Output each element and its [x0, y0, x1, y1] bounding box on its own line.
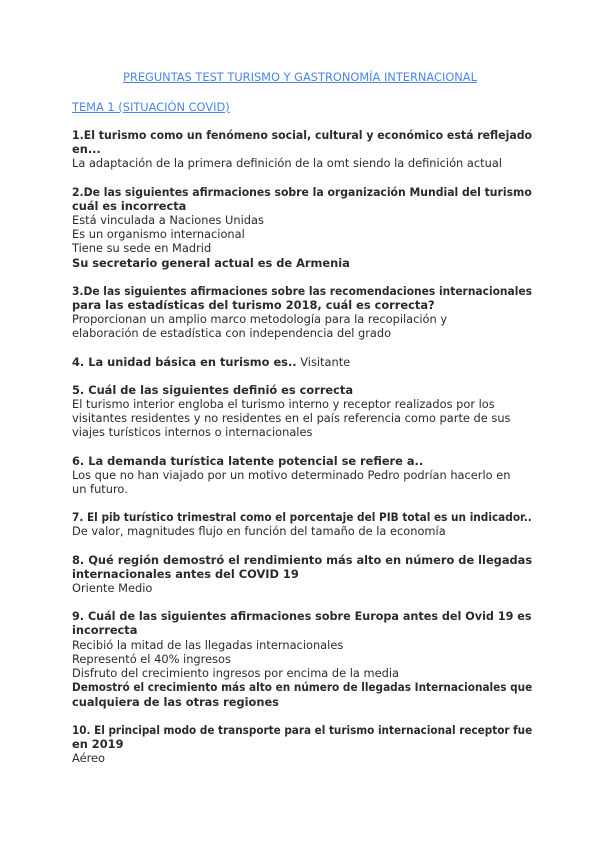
- questions-list: [72, 128, 533, 779]
- answer-text: De valor, magnitudes flujo en función del tamaño de la economía: [72, 524, 446, 539]
- question-text-line: [72, 680, 533, 695]
- question-text: incorrecta: [72, 623, 138, 638]
- answer-text-line: [72, 227, 530, 241]
- question-text-line: [72, 567, 530, 581]
- answer-text: Proporcionan un amplio marco metodología para la recopilación y: [72, 312, 448, 327]
- answer-text-line: [72, 156, 530, 170]
- question-text: para las estadísticas del turismo 2018, cuál es correcta?: [72, 298, 435, 313]
- question-block: [72, 355, 530, 369]
- section-heading: TEMA 1 (SITUACIÓN COVID): [72, 100, 230, 114]
- question-text-line: [72, 256, 530, 270]
- answer-text-line: [72, 411, 530, 425]
- answer-text: El turismo interior engloba el turismo interno y receptor realizados por los: [72, 397, 495, 412]
- answer-text: Aéreo: [72, 751, 106, 766]
- question-text: 3.De las siguientes afirmaciones sobre las recomendaciones internacionales: [72, 283, 532, 298]
- question-text: en...: [72, 142, 101, 157]
- answer-text-line: [72, 524, 530, 538]
- question-text-line: [72, 128, 533, 142]
- question-text: 2.De las siguientes afirmaciones sobre la organización Mundial del turismo: [72, 184, 532, 199]
- question-text-line: [72, 552, 533, 567]
- question-text: en 2019: [72, 736, 124, 751]
- answer-text: elaboración de estadística con independencia del grado: [72, 326, 392, 341]
- answer-text-line: [72, 581, 530, 595]
- question-block: [72, 185, 530, 270]
- question-text: Demostró el crecimiento más alto en número de llegadas Internacionales que: [72, 680, 533, 695]
- question-text-line: [72, 199, 530, 213]
- answer-text-line: [72, 397, 530, 411]
- answer-text: Representó el 40% ingresos: [72, 651, 231, 666]
- question-text-line: [72, 695, 530, 709]
- answer-text: Los que no han viajado por un motivo determinado Pedro podrían hacerlo en: [72, 467, 511, 482]
- answer-text: Oriente Medio: [72, 581, 153, 596]
- question-text: 4. La unidad básica en turismo es..: [72, 354, 297, 369]
- question-text-line: [72, 142, 530, 156]
- question-block: [72, 552, 533, 596]
- question-text: 7. El pib turístico trimestral como el porcentaje del PIB total es un indicador..: [72, 510, 532, 525]
- question-text: cualquiera de las otras regiones: [72, 694, 279, 709]
- answer-text-line: [72, 312, 530, 326]
- answer-text-line: [72, 326, 530, 340]
- answer-text: viajes turísticos internos o internacionales: [72, 425, 313, 440]
- question-text: 10. El principal modo de transporte para el turismo internacional receptor fue: [72, 722, 533, 737]
- question-text: 6. La demanda turística latente potencial se refiere a..: [72, 453, 424, 468]
- question-text: 1.El turismo como un fenómeno social, cultural y económico está reflejado: [72, 128, 533, 142]
- answer-text: Es un organismo internacional: [72, 227, 245, 242]
- answer-text-line: [72, 241, 530, 255]
- question-block: [72, 284, 530, 341]
- question-text: internacionales antes del COVID 19: [72, 566, 299, 581]
- answer-text: Recibió la mitad de las llegadas internacionales: [72, 637, 344, 652]
- question-block: [72, 128, 533, 171]
- answer-text-line: [72, 482, 530, 496]
- answer-text-line: [72, 425, 530, 439]
- question-text-line: [72, 355, 530, 369]
- question-text-line: [72, 298, 530, 312]
- question-block: [72, 609, 533, 709]
- question-text: 8. Qué región demostró el rendimiento más alto en número de llegadas: [72, 552, 533, 567]
- question-text-line: [72, 454, 530, 468]
- question-block: [72, 383, 530, 440]
- question-text: 9. Cuál de las siguientes afirmaciones sobre Europa antes del Ovid 19 es: [72, 609, 532, 624]
- question-block: [72, 454, 530, 497]
- question-block: [72, 510, 530, 538]
- question-text-line: [72, 510, 532, 525]
- question-text: 5. Cuál de las siguientes definió es correcta: [72, 382, 354, 397]
- answer-text-line: [72, 468, 530, 482]
- answer-text: La adaptación de la primera definición de la omt siendo la definición actual: [72, 156, 502, 171]
- answer-text: un futuro.: [72, 482, 128, 497]
- question-text-line: [72, 722, 533, 737]
- answer-text: visitantes residentes y no residentes en el país referencia como parte de sus: [72, 411, 511, 426]
- answer-text-line: [72, 751, 530, 765]
- answer-text: Está vinculada a Naciones Unidas: [72, 213, 264, 228]
- answer-text-line: [72, 213, 530, 227]
- question-text-line: [72, 184, 532, 199]
- question-text: Su secretario general actual es de Armenia: [72, 255, 350, 270]
- answer-text: Tiene su sede en Madrid: [72, 241, 212, 256]
- answer-text: Visitante: [296, 354, 351, 369]
- answer-text-line: [72, 652, 530, 666]
- question-text-line: [72, 737, 530, 751]
- question-text-line: [72, 283, 532, 298]
- question-text-line: [72, 383, 530, 397]
- answer-text-line: [72, 638, 530, 652]
- answer-text-line: [72, 666, 530, 680]
- question-text-line: [72, 623, 530, 637]
- document-title: PREGUNTAS TEST TURISMO Y GASTRONOMÍA INTERNACIONAL: [123, 70, 477, 84]
- question-text: cuál es incorrecta: [72, 198, 187, 213]
- question-text-line: [72, 609, 532, 624]
- answer-text: Disfruto del crecimiento ingresos por encima de la media: [72, 666, 400, 681]
- question-block: [72, 722, 533, 766]
